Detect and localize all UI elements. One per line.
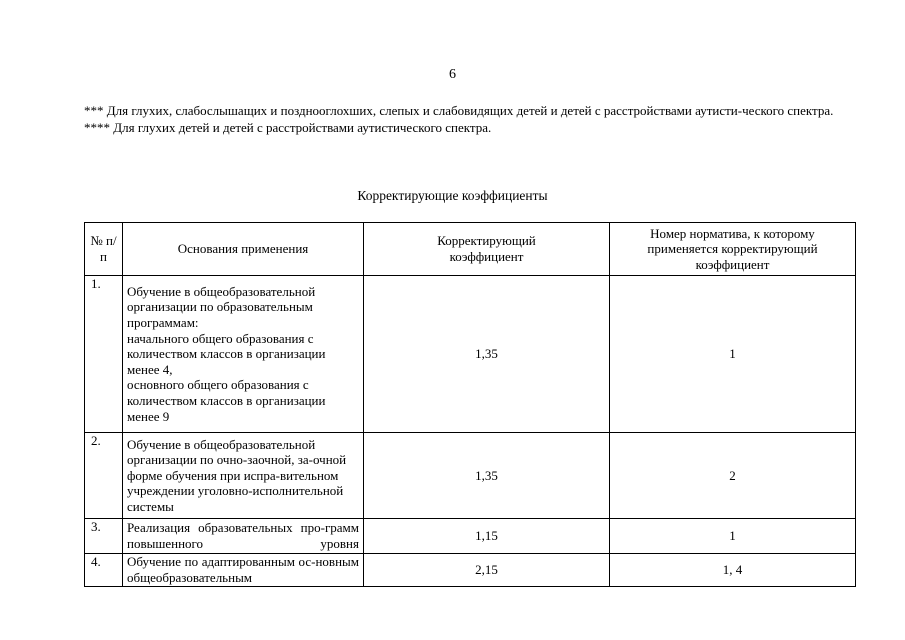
header-num: № п/п [85,223,123,276]
footnote-quadruple-asterisk: **** Для глухих детей и детей с расстройствами аутистического спектра. [84,120,492,135]
row-basis: Обучение в общеобразовательной организации по очно-заочной, за-очной форме обучения при испра-вительном учреждении уголовно-исполнительной системы [123,433,364,519]
row-coefficient: 2,15 [364,554,610,587]
header-coefficient: Корректирующий коэффициент [364,223,610,276]
row-basis: Обучение в общеобразовательной организации по образовательным программам: начального общего образования с количеством классов в организации менее 4, основного общего образования с количеством классов в организации менее 9 [123,276,364,433]
row-norm: 1 [610,519,856,554]
row-coefficient: 1,35 [364,433,610,519]
table-title: Корректирующие коэффициенты [357,188,548,203]
header-norm: Номер норматива, к которому применяется корректирующий коэффициент [610,223,856,276]
row-num: 2. [85,433,123,519]
row-norm: 1, 4 [610,554,856,587]
table-row [85,276,856,433]
table-row [85,433,856,519]
row-basis: Реализация образовательных про-грамм повышенного уровня [123,519,364,554]
row-num: 1. [85,276,123,433]
table-row [85,554,856,587]
header-basis: Основания применения [123,223,364,276]
row-coefficient: 1,35 [364,276,610,433]
row-num: 4. [85,554,123,587]
row-norm: 1 [610,276,856,433]
table-header-row [85,223,856,276]
table-row [85,519,856,554]
row-num: 3. [85,519,123,554]
footnote-triple-asterisk: *** Для глухих, слабослышащих и позднооглохших, слепых и слабовидящих детей и детей с расстройствами аутисти-ческого спектра. [84,103,834,118]
row-coefficient: 1,15 [364,519,610,554]
coefficients-table [84,222,856,587]
row-norm: 2 [610,433,856,519]
row-basis: Обучение по адаптированным ос-новным общеобразовательным [123,554,364,587]
footnotes [84,102,856,136]
page-number: 6 [449,67,456,82]
